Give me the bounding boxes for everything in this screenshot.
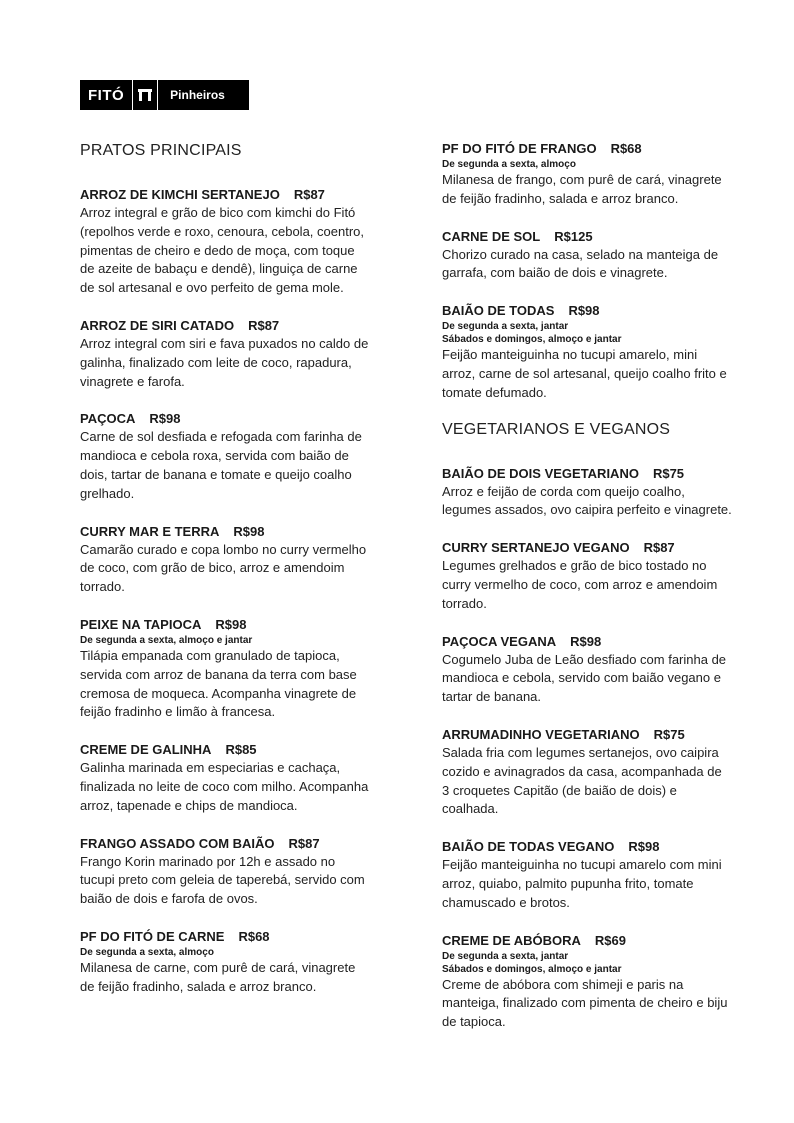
menu-item: [80, 523, 370, 597]
menu-item-price: R$68: [610, 141, 642, 156]
menu-item-heading: [80, 928, 370, 945]
menu-item-price: R$87: [288, 835, 320, 851]
menu-item-name: CREME DE ABÓBORA: [442, 932, 581, 948]
menu-item-heading: [80, 317, 370, 334]
menu-item-name: PAÇOCA: [80, 411, 136, 427]
menu-item: [442, 838, 732, 912]
header-bar: [80, 80, 249, 110]
menu-item-price: R$98: [570, 633, 602, 649]
menu-item-heading: [80, 741, 370, 758]
menu-item: [442, 726, 732, 819]
menu-item-price: R$125: [554, 228, 593, 244]
menu-item-price: R$75: [653, 726, 685, 742]
menu-item-description: Arroz e feijão de corda com queijo coalho, legumes assados, ovo caipira perfeito e vinagrete.: [442, 483, 732, 518]
table-icon: [132, 80, 158, 110]
section-title-main: PRATOS PRINCIPAIS: [80, 142, 242, 159]
menu-item-heading: [442, 539, 732, 556]
menu-item-name: CURRY SERTANEJO VEGANO: [442, 540, 630, 556]
menu-item-price: R$87: [248, 317, 280, 333]
menu-item-price: R$85: [225, 742, 257, 758]
right-column: [442, 140, 732, 1051]
menu-item-description: Milanesa de frango, com purê de cará, vinagrete de feijão fradinho, salada e arroz branco.: [442, 172, 722, 206]
menu-item-description: Arroz integral com siri e fava puxados no caldo de galinha, finalizado com leite de coco, rapadura, vinagrete e farofa.: [80, 335, 369, 389]
menu-item-description: Camarão curado e copa lombo no curry vermelho de coco, com grão de bico, arroz e amendoim torrado.: [80, 541, 367, 595]
menu-item-heading: [442, 838, 732, 855]
section-title-veg: VEGETARIANOS E VEGANOS: [442, 420, 671, 438]
menu-item: [442, 140, 732, 209]
menu-item: [442, 228, 732, 284]
menu-item-price: R$98: [233, 523, 265, 539]
menu-item-price: R$68: [238, 928, 270, 944]
menu-item-name: BAIÃO DE TODAS VEGANO: [442, 839, 615, 855]
menu-item-availability: Sábados e domingos, almoço e jantar: [442, 334, 622, 346]
menu-item-description: Salada fria com legumes sertanejos, ovo caipira cozido e avinagrados da casa, acompanhada de 3 croquetes Capitão (de baião de dois) e coalhada.: [442, 744, 722, 817]
menu-item: [80, 186, 370, 298]
menu-item-price: R$87: [643, 540, 675, 556]
menu-item-name: FRANGO ASSADO COM BAIÃO: [80, 835, 275, 851]
menu-item-heading: [80, 523, 370, 540]
left-column: [80, 140, 370, 1016]
menu-item-price: R$98: [628, 839, 660, 855]
menu-item: [80, 741, 370, 815]
menu-item-description: Carne de sol desfiada e refogada com farinha de mandioca e cebola roxa, servida com baião de dois, tartar de banana e tomate e queijo coalho grelhado.: [80, 429, 362, 501]
left-menu-list: [80, 186, 370, 997]
menu-item-description: Feijão manteiguinha no tucupi amarelo com mini arroz, quiabo, palmito pupunha frito, tomate chamuscado e brotos.: [442, 857, 722, 910]
menu-item-price: R$75: [652, 465, 685, 481]
menu-item-name: CARNE DE SOL: [442, 228, 541, 244]
menu-item: [442, 633, 732, 707]
menu-item-name: ARROZ DE KIMCHI SERTANEJO: [80, 187, 280, 202]
menu-item-availability: Sábados e domingos, almoço e jantar: [442, 963, 622, 975]
menu-item-heading: [442, 726, 732, 743]
menu-item-description: Galinha marinada em especiarias e cachaça, finalizada no leite de coco com milho. Acompanha arroz, tapenade e chips de mandioca.: [80, 760, 369, 813]
menu-item-heading: [442, 932, 732, 949]
veg-menu-list: [442, 465, 732, 1032]
menu-item: [80, 410, 370, 503]
menu-item-heading: [442, 633, 732, 650]
menu-item-heading: [442, 302, 732, 319]
menu-item-availability: De segunda a sexta, almoço e jantar: [80, 634, 253, 646]
menu-item-name: ARRUMADINHO VEGETARIANO: [442, 726, 640, 742]
menu-item: [80, 835, 370, 909]
menu-item-price: R$98: [215, 616, 247, 632]
menu-item-heading: [80, 835, 370, 852]
menu-item-name: PF DO FITÓ DE CARNE: [80, 928, 225, 944]
menu-item-description: Frango Korin marinado por 12h e assado no tucupi preto com geleia de taperebá, servido com baião de dois e farofa de ovos.: [80, 853, 365, 907]
menu-item-heading: [442, 465, 732, 482]
menu-item-heading: [442, 140, 732, 157]
menu-item-price: R$87: [293, 187, 325, 202]
menu-item-price: R$69: [594, 932, 626, 948]
menu-item-name: PAÇOCA VEGANA: [442, 633, 557, 649]
menu-item-price: R$98: [149, 411, 181, 427]
menu-item-name: CURRY MAR E TERRA: [80, 523, 220, 539]
menu-item-description: Creme de abóbora com shimeji e paris na manteiga, finalizado com pimenta de cheiro e biju de tapioca.: [442, 976, 728, 1030]
menu-item: [442, 932, 732, 1032]
menu-item-price: R$98: [568, 303, 600, 319]
menu-item-name: CREME DE GALINHA: [80, 742, 212, 758]
menu-item: [80, 616, 370, 722]
menu-item-availability: De segunda a sexta, jantar: [442, 321, 569, 333]
menu-item-description: Chorizo curado na casa, selado na manteiga de garrafa, com baião de dois e vinagrete.: [442, 246, 719, 281]
menu-item-description: Arroz integral e grão de bico com kimchi do Fitó (repolhos verde e roxo, cenoura, cebola, coentro, pimentas de cheiro e dedo de moça, com toque de azeite de babaçu e dendê), linguiça de carne de sol artesanal e ovo perfeito de gema mole.: [80, 205, 365, 296]
menu-item-description: Milanesa de carne, com purê de cará, vinagrete de feijão fradinho, salada e arroz branco.: [80, 959, 356, 994]
menu-item-name: PF DO FITÓ DE FRANGO: [442, 141, 597, 156]
menu-item-name: ARROZ DE SIRI CATADO: [80, 317, 235, 333]
menu-item-heading: [80, 616, 370, 633]
menu-item: [442, 302, 732, 402]
menu-item-availability: De segunda a sexta, jantar: [442, 950, 569, 962]
menu-item-heading: [80, 410, 370, 427]
right-menu-list: [442, 140, 732, 403]
menu-item: [80, 928, 370, 997]
menu-item: [80, 317, 370, 391]
menu-item-name: BAIÃO DE DOIS VEGETARIANO: [442, 465, 639, 481]
menu-item-name: PEIXE NA TAPIOCA: [80, 616, 202, 632]
menu-item-availability: De segunda a sexta, almoço: [80, 946, 214, 958]
menu-item: [442, 539, 732, 613]
menu-item-description: Feijão manteiguinha no tucupi amarelo, mini arroz, carne de sol artesanal, queijo coalho frito e tomate defumado.: [442, 347, 727, 400]
menu-item: [442, 465, 732, 521]
menu-item-name: BAIÃO DE TODAS: [442, 303, 555, 319]
menu-item-description: Tilápia empanada com granulado de tapioca, servida com arroz de banana da terra com base cremosa de moqueca. Acompanha vinagrete de feijão fradinho e limão à francesa.: [80, 647, 357, 720]
menu-item-heading: [442, 228, 732, 245]
menu-item-heading: [80, 186, 370, 203]
menu-item-description: Legumes grelhados e grão de bico tostado no curry vermelho de coco, com arroz e amendoim torrado.: [442, 558, 718, 611]
menu-item-description: Cogumelo Juba de Leão desfiado com farinha de mandioca e cebola, servido com baião vegano e tartar de banana.: [442, 651, 727, 705]
location-label: Pinheiros: [170, 88, 225, 102]
menu-item-availability: De segunda a sexta, almoço: [442, 159, 576, 170]
brand-name: FITÓ: [88, 86, 125, 104]
